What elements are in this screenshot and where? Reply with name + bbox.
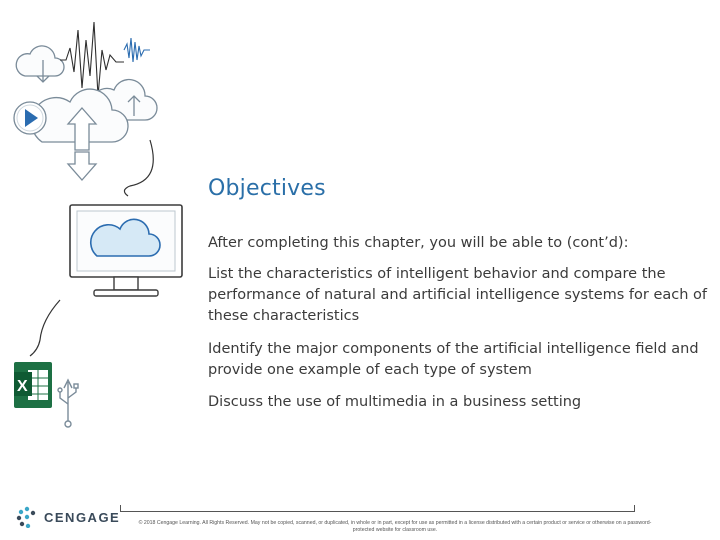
connector-line: [124, 140, 153, 196]
footer-divider-tick: [634, 505, 635, 511]
cengage-logo-icon: [16, 506, 38, 528]
svg-text:X: X: [17, 378, 28, 395]
connector-line: [30, 300, 60, 356]
intro-text: After completing this chapter, you will be able to (cont’d):: [208, 235, 629, 251]
objective-item: Identify the major components of the artificial intelligence field and provide one example of each type of system: [208, 341, 699, 378]
cengage-logo: [16, 506, 120, 528]
objective-item: Discuss the use of multimedia in a business setting: [208, 394, 582, 410]
slide-title: Objectives: [208, 176, 326, 201]
arrow-up-down-icon: [68, 108, 96, 180]
play-icon: [14, 102, 46, 134]
brand-name: CENGAGE: [44, 509, 121, 525]
excel-icon: [14, 362, 52, 408]
copyright-notice: © 2018 Cengage Learning. All Rights Reserved. May not be copied, scanned, or duplicated, in whole or in part, except for use as permitted in a license distributed with a certain product or service or otherwise on a password-protected website for classroom use.: [138, 520, 652, 533]
usb-icon: [58, 380, 78, 427]
footer-divider: [120, 511, 635, 512]
decorative-illustration: [0, 0, 200, 440]
cloud-download-icon: [16, 46, 64, 82]
monitor-cloud-icon: [70, 205, 182, 296]
objective-item: List the characteristics of intelligent behavior and compare the performance of natural and artificial intelligence systems for each of these characteristics: [208, 266, 708, 324]
